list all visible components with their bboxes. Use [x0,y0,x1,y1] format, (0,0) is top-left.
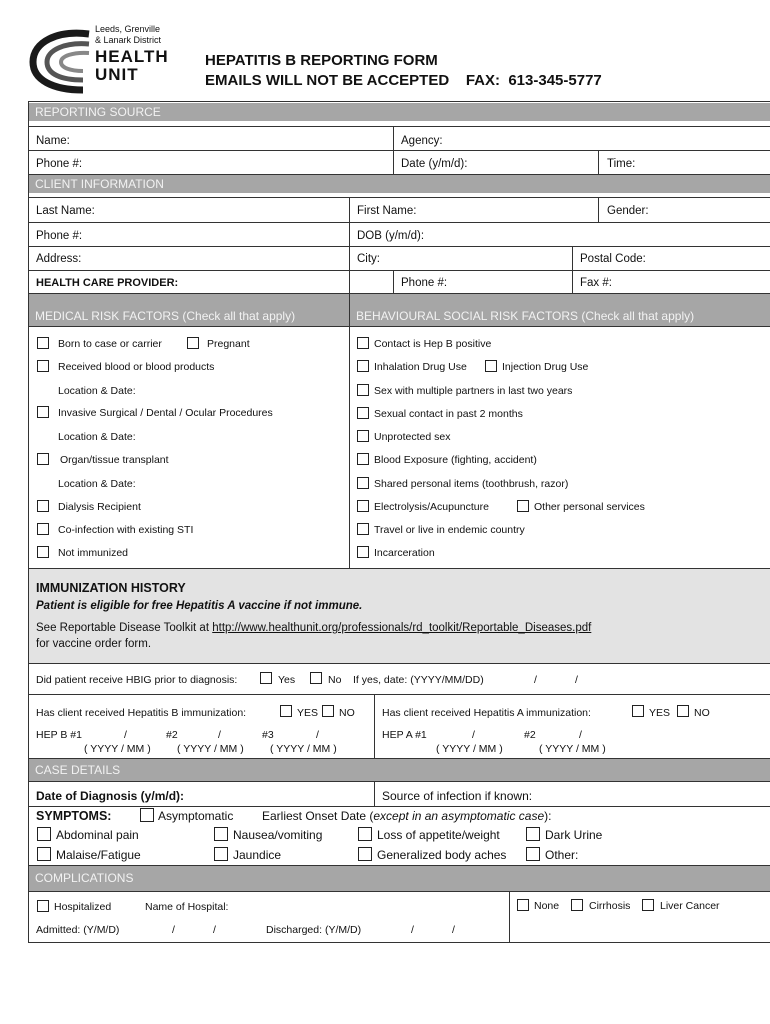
blood-products-label: Received blood or blood products [58,361,215,373]
hepa-immunization-question: Has client received Hepatitis A immunization: [382,707,591,719]
other-symptom-checkbox[interactable] [526,847,540,861]
sexual-contact-label: Sexual contact in past 2 months [374,408,523,420]
invasive-location-label: Location & Date: [58,431,136,443]
injection-drug-label: Injection Drug Use [502,361,589,373]
complications-header: COMPLICATIONS [28,866,770,891]
contact-hepb-label: Contact is Hep B positive [374,338,492,350]
hepb-dose1-slash: / [124,729,127,741]
appetite-loss-label: Loss of appetite/weight [377,828,500,842]
electrolysis-label: Electrolysis/Acupuncture [374,501,489,513]
blood-exposure-checkbox[interactable] [357,453,369,465]
hepb-dose2-slash: / [218,729,221,741]
behavioural-risk-header: BEHAVIOURAL SOCIAL RISK FACTORS (Check all that apply) [349,294,770,326]
appetite-loss-checkbox[interactable] [358,827,372,841]
hospitalized-checkbox[interactable] [37,900,49,912]
cirrhosis-label: Cirrhosis [589,900,631,912]
sex-multiple-partners-checkbox[interactable] [357,384,369,396]
hospitalized-label: Hospitalized [54,901,112,913]
discharged-date-label: Discharged: (Y/M/D) [266,924,362,936]
hepa-no-checkbox[interactable] [677,705,689,717]
organ-transplant-checkbox[interactable] [37,453,49,465]
first-name-label: First Name: [357,205,417,217]
other-personal-services-checkbox[interactable] [517,500,529,512]
reporter-name-label: Name: [36,135,70,147]
logo-swoosh-icon [27,28,97,94]
blood-products-checkbox[interactable] [37,360,49,372]
hepa-yes-label: YES [649,707,671,719]
travel-endemic-label: Travel or live in endemic country [374,524,525,536]
unprotected-sex-label: Unprotected sex [374,431,451,443]
dark-urine-checkbox[interactable] [526,827,540,841]
admitted-slash1: / [172,924,175,936]
incarceration-checkbox[interactable] [357,546,369,558]
onset-date-prefix: Earliest Onset Date ( [262,809,374,823]
address-label: Address: [36,253,82,265]
hepa-dose2-format: ( YYYY / MM ) [539,743,606,755]
dialysis-label: Dialysis Recipient [58,501,141,513]
liver-cancer-checkbox[interactable] [642,899,654,911]
hcp-fax-label: Fax #: [580,277,612,289]
invasive-procedures-label: Invasive Surgical / Dental / Ocular Procedures [58,407,273,419]
liver-cancer-label: Liver Cancer [660,900,720,912]
report-time-label: Time: [607,158,636,170]
dialysis-checkbox[interactable] [37,500,49,512]
organ-location-label: Location & Date: [58,478,136,490]
abdominal-pain-checkbox[interactable] [37,827,51,841]
logo-line3: HEALTH [95,47,169,66]
hbig-question: Did patient receive HBIG prior to diagnosis: [36,674,238,686]
hepb-yes-label: YES [297,707,319,719]
infection-source-label: Source of infection if known: [382,789,533,803]
not-immunized-checkbox[interactable] [37,546,49,558]
shared-items-checkbox[interactable] [357,477,369,489]
sex-multiple-partners-label: Sex with multiple partners in last two years [374,385,573,397]
jaundice-checkbox[interactable] [214,847,228,861]
discharged-slash2: / [452,924,455,936]
hepb-dose1-label: HEP B #1 [36,729,82,741]
hcp-label: HEALTH CARE PROVIDER: [36,277,179,289]
hbig-no-label: No [328,674,342,686]
discharged-slash1: / [411,924,414,936]
cirrhosis-checkbox[interactable] [571,899,583,911]
asymptomatic-checkbox[interactable] [140,808,154,822]
medical-risk-header: MEDICAL RISK FACTORS (Check all that apply) [28,294,349,326]
contact-hepb-checkbox[interactable] [357,337,369,349]
body-aches-label: Generalized body aches [377,848,507,862]
hepb-no-checkbox[interactable] [322,705,334,717]
shared-items-label: Shared personal items (toothbrush, razor) [374,478,569,490]
inhalation-drug-label: Inhalation Drug Use [374,361,467,373]
body-aches-checkbox[interactable] [358,847,372,861]
injection-drug-checkbox[interactable] [485,360,497,372]
logo-line4: UNIT [95,65,139,84]
city-label: City: [357,253,380,265]
hepa-dose2-slash: / [579,729,582,741]
onset-date-italic: except in an asymptomatic case [373,809,545,823]
hepb-dose3-format: ( YYYY / MM ) [270,743,337,755]
hbig-date-slash1: / [534,674,537,686]
hepa-dose1-slash: / [472,729,475,741]
form-title: HEPATITIS B REPORTING FORM [205,52,438,69]
hepb-dose3-slash: / [316,729,319,741]
asymptomatic-label: Asymptomatic [158,809,234,823]
symptoms-label: SYMPTOMS: [36,809,112,823]
case-details-header: CASE DETAILS [28,759,770,781]
hbig-date-label: If yes, date: (YYYY/MM/DD) [353,674,484,686]
coinfection-sti-label: Co-infection with existing STI [58,524,194,536]
reporting-source-header: REPORTING SOURCE [28,103,770,121]
hepb-dose2-format: ( YYYY / MM ) [177,743,244,755]
hepa-no-label: NO [694,707,710,719]
postal-code-label: Postal Code: [580,253,646,265]
hepb-dose1-format: ( YYYY / MM ) [84,743,151,755]
immunization-title: IMMUNIZATION HISTORY [36,581,186,595]
dark-urine-label: Dark Urine [545,828,603,842]
gender-label: Gender: [607,205,649,217]
other-symptom-label: Other: [545,848,579,862]
coinfection-sti-checkbox[interactable] [37,523,49,535]
hepb-yes-checkbox[interactable] [280,705,292,717]
hepb-dose3-label: #3 [262,729,274,741]
other-personal-services-label: Other personal services [534,501,645,513]
nausea-label: Nausea/vomiting [233,828,323,842]
pregnant-label: Pregnant [207,338,250,350]
immunization-subtitle: Patient is eligible for free Hepatitis A vaccine if not immune. [36,600,363,612]
toolkit-link[interactable]: http://www.healthunit.org/professionals/rd_toolkit/Reportable_Diseases.pdf [212,622,592,634]
hepb-dose2-label: #2 [166,729,178,741]
client-phone-label: Phone #: [36,230,83,242]
health-unit-logo [27,24,192,94]
hepb-immunization-question: Has client received Hepatitis B immunization: [36,707,247,719]
dob-label: DOB (y/m/d): [357,230,425,242]
hepa-dose2-label: #2 [524,729,536,741]
client-info-header: CLIENT INFORMATION [28,175,770,193]
agency-label: Agency: [401,135,443,147]
admitted-date-label: Admitted: (Y/M/D) [36,924,120,936]
admitted-slash2: / [213,924,216,936]
reporter-phone-label: Phone #: [36,158,83,170]
hbig-yes-checkbox[interactable] [260,672,272,684]
hospital-name-label: Name of Hospital: [145,901,229,913]
sexual-contact-checkbox[interactable] [357,407,369,419]
malaise-checkbox[interactable] [37,847,51,861]
inhalation-drug-checkbox[interactable] [357,360,369,372]
onset-date-suffix: ): [544,809,552,823]
form-subtitle: EMAILS WILL NOT BE ACCEPTED FAX: 613-345-5777 [205,72,602,89]
logo-line1: Leeds, Grenville [95,24,161,34]
last-name-label: Last Name: [36,205,95,217]
onset-date-label [262,809,551,823]
not-immunized-label: Not immunized [58,547,129,559]
malaise-label: Malaise/Fatigue [56,848,141,862]
none-checkbox[interactable] [517,899,529,911]
organ-transplant-label: Organ/tissue transplant [60,454,169,466]
blood-exposure-label: Blood Exposure (fighting, accident) [374,454,537,466]
invasive-procedures-checkbox[interactable] [37,406,49,418]
hbig-no-checkbox[interactable] [310,672,322,684]
blood-location-label: Location & Date: [58,385,136,397]
hcp-phone-label: Phone #: [401,277,448,289]
hepa-dose1-format: ( YYYY / MM ) [436,743,503,755]
toolkit-text [36,621,591,635]
electrolysis-checkbox[interactable] [357,500,369,512]
pregnant-checkbox[interactable] [187,337,199,349]
hbig-yes-label: Yes [278,674,296,686]
incarceration-label: Incarceration [374,547,435,559]
hepb-no-label: NO [339,707,355,719]
travel-endemic-checkbox[interactable] [357,523,369,535]
born-to-carrier-checkbox[interactable] [37,337,49,349]
diagnosis-date-label: Date of Diagnosis (y/m/d): [36,789,185,803]
jaundice-label: Jaundice [233,848,282,862]
vaccine-order-text: for vaccine order form. [36,638,152,650]
nausea-checkbox[interactable] [214,827,228,841]
hepa-yes-checkbox[interactable] [632,705,644,717]
born-to-carrier-label: Born to case or carrier [58,338,162,350]
report-date-label: Date (y/m/d): [401,158,468,170]
toolkit-see: See Reportable Disease Toolkit at [36,622,213,634]
logo-line2: & Lanark District [95,35,162,45]
unprotected-sex-checkbox[interactable] [357,430,369,442]
none-label: None [534,900,560,912]
hepa-dose1-label: HEP A #1 [382,729,427,741]
hbig-date-slash2: / [575,674,578,686]
abdominal-pain-label: Abdominal pain [56,828,139,842]
